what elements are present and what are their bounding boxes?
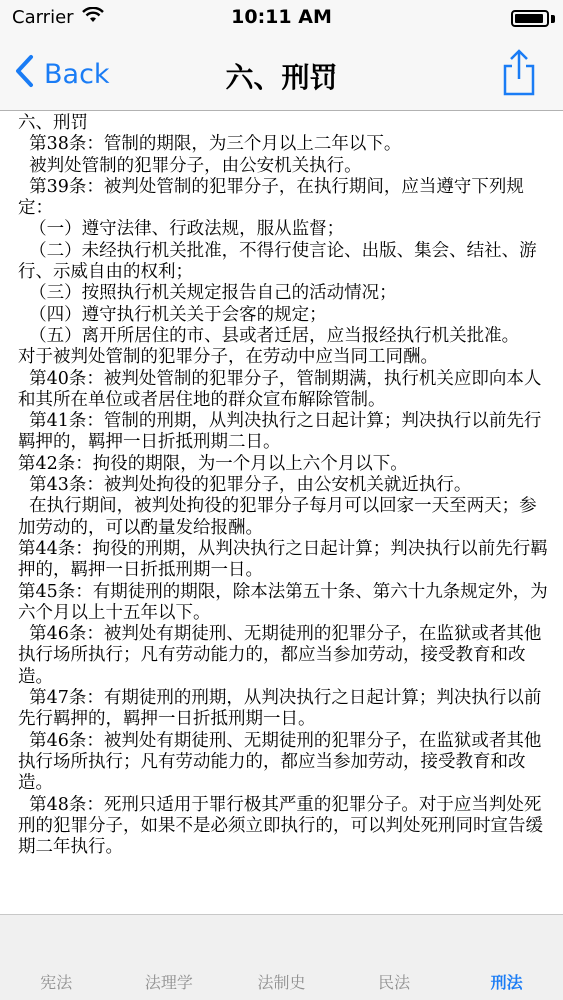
- tab-2[interactable]: 法制史: [257, 973, 306, 992]
- law-paragraph: 第45条：有期徒刑的期限，除本法第五十条、第六十九条规定外，为六个月以上十五年以下。: [18, 581, 548, 623]
- tab-list: [0, 970, 563, 1000]
- tab-0[interactable]: 宪法: [40, 973, 73, 992]
- law-paragraph: 第47条：有期徒刑的刑期，从判决执行之日起计算；判决执行以前先行羁押的，羁押一日折抵刑期一日。: [18, 688, 542, 730]
- law-paragraph: 第38条：管制的期限，为三个月以上二年以下。: [18, 134, 402, 155]
- tab-4[interactable]: 刑法: [490, 973, 523, 992]
- share-icon: [501, 81, 537, 100]
- law-paragraph: 第39条：被判处管制的犯罪分子，在执行期间，应当遵守下列规定：: [18, 176, 524, 219]
- law-paragraph: 对于被判处管制的犯罪分子，在劳动中应当同工同酬。: [18, 347, 438, 368]
- navigation-bar: [0, 38, 563, 111]
- law-paragraph: 第44条：拘役的刑期，从判决执行之日起计算；判决执行以前先行羁押的，羁押一日折抵刑期一日。: [18, 538, 548, 581]
- law-paragraph: 六、刑罚: [18, 113, 88, 133]
- law-paragraph: 第42条：拘役的期限，为一个月以上六个月以下。: [18, 453, 408, 474]
- tab-bar: [0, 914, 563, 1000]
- battery-level: [515, 14, 543, 23]
- law-paragraph: （五）离开所居住的市、县或者迁居，应当报经执行机关批准。: [18, 325, 520, 346]
- law-paragraph: 第46条：被判处有期徒刑、无期徒刑的犯罪分子，在监狱或者其他执行场所执行；凡有劳动能力的，都应当参加劳动，接受教育和改造。: [18, 624, 542, 687]
- page-title: 六、刑罚: [225, 61, 338, 94]
- law-text-scroll-area[interactable]: [0, 111, 563, 915]
- status-bar: [0, 0, 563, 38]
- law-paragraph: （一）遵守法律、行政法规，服从监督；: [18, 219, 345, 240]
- share-button[interactable]: [501, 48, 537, 96]
- status-time: 10:11 AM: [231, 6, 332, 28]
- law-paragraph: （三）按照执行机关规定报告自己的活动情况；: [18, 283, 397, 304]
- law-paragraph: （四）遵守执行机关关于会客的规定；: [18, 304, 327, 325]
- carrier-label: Carrier: [12, 7, 74, 28]
- law-paragraph: 第41条：管制的刑期，从判决执行之日起计算；判决执行以前先行羁押的，羁押一日折抵刑期二日。: [18, 411, 542, 453]
- battery-tip: [551, 15, 555, 23]
- tab-1[interactable]: 法理学: [144, 973, 193, 992]
- law-paragraph: 第46条：被判处有期徒刑、无期徒刑的犯罪分子，在监狱或者其他执行场所执行；凡有劳动能力的，都应当参加劳动，接受教育和改造。: [18, 730, 542, 794]
- law-paragraph: 第48条：死刑只适用于罪行极其严重的犯罪分子。对于应当判处死刑的犯罪分子，如果不是必须立即执行的，可以判处死刑同时宣告缓期二年执行。: [18, 794, 543, 858]
- law-paragraph: 在执行期间，被判处拘役的犯罪分子每月可以回家一天至两天；参加劳动的，可以酌量发给报酬。: [18, 496, 537, 538]
- law-paragraph: 第40条：被判处管制的犯罪分子，管制期满，执行机关应即向本人和其所在单位或者居住地的群众宣布解除管制。: [18, 368, 542, 410]
- law-paragraph: 第43条：被判处拘役的犯罪分子，由公安机关就近执行。: [18, 475, 472, 496]
- law-paragraph: 被判处管制的犯罪分子，由公安机关执行。: [18, 155, 362, 176]
- battery-icon: [511, 10, 549, 27]
- back-label: Back: [44, 58, 110, 90]
- law-paragraph: （二）未经执行机关批准，不得行使言论、出版、集会、结社、游行、示威自由的权利；: [18, 240, 537, 283]
- tab-3[interactable]: 民法: [378, 973, 411, 992]
